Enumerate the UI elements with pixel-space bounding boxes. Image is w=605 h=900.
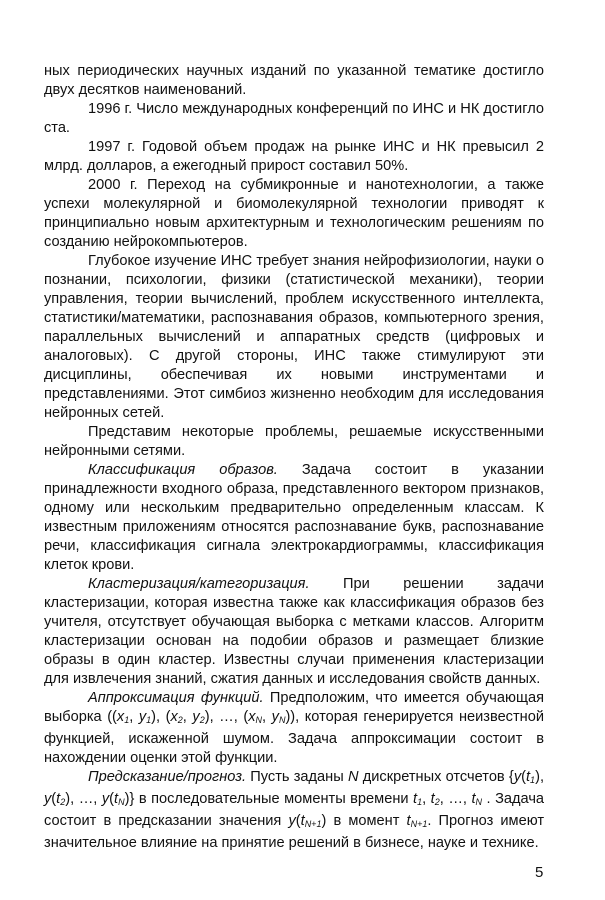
math-var: y — [271, 709, 279, 725]
math-var: x — [170, 709, 178, 725]
paragraph: 1997 г. Годовой объем продаж на рынке ИНС и НК превысил 2 млрд. долларов, а ежегодный прирост составил 50%. — [44, 139, 544, 174]
math-var: y — [101, 791, 110, 807]
paragraph-text: дискретных отсчетов { — [358, 769, 514, 785]
paragraph: 2000 г. Переход на субмикронные и нанотехнологии, а также успехи молекулярной и биомолекулярной технологии приводят к принципиально новым архитектурным и технологическим решениям по созданию нейрокомпьютеров. — [44, 177, 544, 250]
math-var: t — [430, 791, 435, 807]
math-var: y — [138, 709, 147, 725]
paragraph: 1996 г. Число международных конференций по ИНС и НК достигло ста. — [44, 101, 544, 136]
paragraph-text: . Прогноз имеют значительное влияние на принятие решений в бизнесе, науке и технике. — [44, 813, 545, 851]
paragraph-text: При решении задачи кластеризации, которая известна также как классификация образов без учителя, отсутствует обучающая выборка с метками классов. Алгоритм кластеризации основан на подобии образов и размещает близкие образы в один кластер. Известны случаи применения кластеризации для извлечения знаний, сжатия данных и исследования свойств данных. — [44, 576, 544, 687]
term: Предсказание/прогноз. — [88, 769, 247, 785]
paragraph: Представим некоторые проблемы, решаемые искусственными нейронными сетями. — [44, 424, 544, 459]
math-sub: 2 — [60, 797, 66, 807]
math-var: y — [513, 769, 522, 785]
math-sub: 1 — [146, 715, 152, 725]
math-punct: ) — [535, 769, 540, 785]
math-var: y — [192, 709, 200, 725]
math-sub: N+1 — [410, 819, 428, 829]
paragraph-classification — [44, 461, 544, 575]
paragraph: Глубокое изучение ИНС требует знания нейрофизиологии, науки о познании, психологии, физики (статистической механики), теории управления, теории вычислений, проблем искусственного интеллекта, статистики/математики, распознавания образов, компьютерного зрения, параллельных вычислений и аппаратных средств (цифровых и аналоговых). С другой стороны, ИНС также стимулируют эти дисциплины, обеспечивая их новыми инструментами и представлениями. Этот симбиоз жизненно необходим для исследования нейронных сетей. — [44, 253, 544, 421]
page-body — [44, 62, 544, 853]
math-punct: , — [422, 791, 431, 807]
math-punct: , — [262, 709, 272, 725]
term: Классификация образов. — [88, 462, 278, 478]
paragraph-text: Предположим, что имеется обучающая выборка (( — [44, 690, 544, 725]
math-punct: , — [129, 709, 139, 725]
math-var: t — [525, 769, 531, 785]
math-punct: , — [182, 709, 193, 725]
math-punct: , — [539, 769, 544, 785]
math-sub: N — [278, 715, 286, 725]
math-punct: , — [70, 791, 79, 807]
math-var: t — [300, 813, 305, 829]
math-punct: , — [462, 791, 472, 807]
math-punct: ( — [109, 791, 115, 807]
paragraph-text: Пусть заданы — [246, 769, 348, 785]
page-number: 5 — [535, 864, 544, 881]
term: Аппроксимация функций. — [88, 690, 264, 706]
math-var: t — [471, 791, 476, 807]
math-punct: ( — [295, 813, 301, 829]
math-punct: ) — [65, 791, 71, 807]
math-punct: ( — [521, 769, 526, 785]
math-sub: 2 — [177, 715, 183, 725]
paragraph-text: . Задача состоит в предсказании значения — [44, 791, 545, 829]
paragraph-text: )), которая генерируется неизвестной функцией, искаженной шумом. Задача аппроксимации состоит в нахождении оценки этой функции. — [44, 709, 544, 766]
math-var: y — [288, 813, 296, 829]
math-sub: N+1 — [304, 819, 322, 829]
math-var: t — [406, 813, 411, 829]
math-punct: … — [448, 791, 463, 807]
math-var: t — [114, 791, 119, 807]
math-sub: 2 — [434, 797, 440, 807]
math-punct: , — [439, 791, 449, 807]
math-sub: N — [475, 797, 483, 807]
math-sub: 1 — [124, 715, 130, 725]
paragraph-text: } в последовательные моменты времени — [129, 791, 414, 807]
math-var: x — [116, 709, 125, 725]
paragraph: ных периодических научных изданий по указанной тематике достигло двух десятков наименований. — [44, 63, 544, 98]
math-var: t — [413, 791, 418, 807]
math-punct: ) — [321, 813, 327, 829]
paragraph-prediction — [44, 768, 544, 853]
math-sub: 1 — [417, 797, 423, 807]
math-punct: … — [78, 791, 94, 807]
math-sub: 1 — [530, 775, 536, 785]
math-punct: , — [93, 791, 102, 807]
math-var: t — [56, 791, 61, 807]
math-punct: ) — [124, 791, 130, 807]
math-sub: N — [118, 797, 125, 807]
math-var: x — [248, 709, 256, 725]
math-sub: N — [255, 715, 263, 725]
math-punct: ), ( — [151, 709, 171, 725]
paragraph-approximation — [44, 689, 544, 768]
math-punct: ( — [51, 791, 57, 807]
paragraph-clustering — [44, 575, 544, 689]
math-var: y — [44, 791, 52, 807]
math-var: N — [347, 769, 359, 785]
paragraph-text: Задача состоит в указании принадлежности входного образа, представленного вектором признаков, одному или нескольким предварительно определенным классам. К известным приложениям относятся распознавание букв, распознавание речи, классификация сигнала электрокардиограммы, классификация клеток крови. — [44, 462, 545, 573]
paragraph-text: в момент — [326, 813, 407, 829]
math-punct: ), …, ( — [204, 709, 249, 725]
math-sub: 2 — [199, 715, 205, 725]
term: Кластеризация/категоризация. — [88, 576, 310, 592]
